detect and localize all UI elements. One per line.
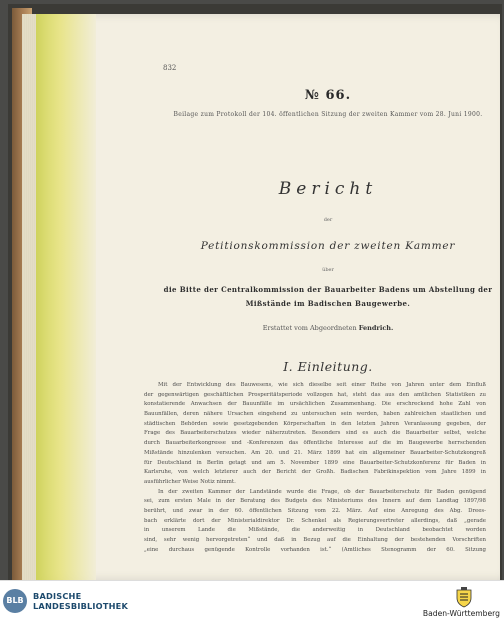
viewer-footer — [0, 580, 504, 627]
page-number: 832 — [163, 64, 177, 72]
crest-icon — [454, 586, 474, 608]
document-number-heading: № 66. — [304, 88, 352, 103]
page-gutter — [36, 14, 96, 580]
commission-name: Petitionskommission der zweiten Kammer — [200, 240, 456, 252]
report-title: Bericht — [278, 179, 378, 199]
library-name-line-2[interactable]: LANDESBIBLIOTHEK — [33, 601, 129, 611]
supplement-note: Beilage zum Protokoll der 104. öffentlichen Sitzung der zweiten Kammer vom 28. Juni 1900. — [173, 111, 483, 118]
reporter-line — [136, 324, 504, 332]
subject-line-2: Mißstände im Badischen Baugewerbe. — [245, 299, 411, 308]
body-line: sind, sehr wenig hervorgetreten“ und daß in Bezug auf die Einhaltung der bestehenden Vorschriften — [144, 537, 486, 543]
body-line: Mit der Entwicklung des Bauwesens, wie sich dieselbe seit einer Reihe von Jahren unter dem Einfluß — [158, 382, 486, 388]
body-line: Mißstände hinzulenken versuchen. Am 20. und 21. März 1899 hat ein allgemeiner Bauarbeiter-Schutzkongreß — [144, 449, 486, 456]
body-line: Bauunfällen, deren nähere Ursachen eingehend zu untersuchen sein werden, haben zahlreichen staatlichen und — [144, 411, 486, 418]
library-logo[interactable]: BLB — [3, 589, 27, 613]
body-line: städtischen Behörden sowie gesetzgebenden Körperschaften in den letzten Jahren Veranlassung gegeben, der — [144, 420, 486, 427]
body-line: „eine durchaus genügende Kontrolle vorhanden ist.“ (Amtliches Stenogramm der 60. Sitzung — [144, 546, 486, 553]
book-page — [36, 14, 500, 580]
body-line: für Deutschland in Berlin getagt und am 5. November 1899 eine Bauarbeiter-Schutzkonferenz für Baden in — [144, 459, 486, 466]
body-line: Karlsruhe, von welch letzterer auch der Bericht der Großh. Badischen Fabrikinspektion vom Jahre 1899 in — [144, 469, 486, 476]
body-text — [144, 381, 486, 555]
subject-line-1: die Bitte der Centralkommission der Bauarbeiter Badens um Abstellung der — [163, 285, 493, 294]
body-line: bach erklärte dort der Ministerialdirektor Dr. Schenkel als Regierungsvertreter allerdings, daß „gerade — [144, 517, 486, 524]
body-line: Frage des Bauarbeiterschutzes wieder näherzutreten. Besonders sind es auch die Bauarbeiter selbst, welche — [144, 430, 486, 437]
body-line: durch Bauarbeiterkongresse und -Konferenzen das öffentliche Interesse auf die im Baugewerbe herrschenden — [144, 440, 486, 447]
body-line: In der zweiten Kammer der Landstände wurde die Frage, ob der Bauarbeiterschutz für Baden genügend — [158, 488, 486, 495]
reporter-prefix: Erstattet vom Abgeordneten — [262, 324, 357, 332]
region-label: Baden-Württemberg — [422, 609, 500, 618]
body-line: berührt, und zwar in der 60. öffentlichen Sitzung vom 22. März. Auf eine Anregung des Abg. Drees- — [144, 507, 486, 514]
body-line: sei, zum ersten Male in der Beratung des Budgets des Ministeriums des Innern auf dem Landtag 1897/98 — [144, 498, 486, 505]
reporter-name: Fendrich. — [358, 324, 394, 332]
body-line: ausführlicher Weise Notiz nimmt. — [144, 478, 236, 485]
body-line: in unserem Lande die Mißstände, die anderweitig in Deutschland beobachtet worden — [144, 527, 486, 534]
library-name-line-1[interactable]: BADISCHE — [33, 591, 82, 601]
page-text-area — [136, 14, 504, 580]
connector-ueber: über — [322, 267, 334, 273]
section-heading: I. Einleitung. — [283, 359, 373, 374]
connector-der: der — [323, 217, 333, 223]
body-line: konstatierende Anwachsen der Bauunfälle im ursächlichen Zusammenhang. Die erschreckend hohe Zahl von — [144, 401, 486, 408]
body-line: der gegenwärtigen geschäftlichen Prosperitätsperiode vollzogen hat, steht das aus den amtlichen Statistiken zu — [144, 391, 486, 398]
